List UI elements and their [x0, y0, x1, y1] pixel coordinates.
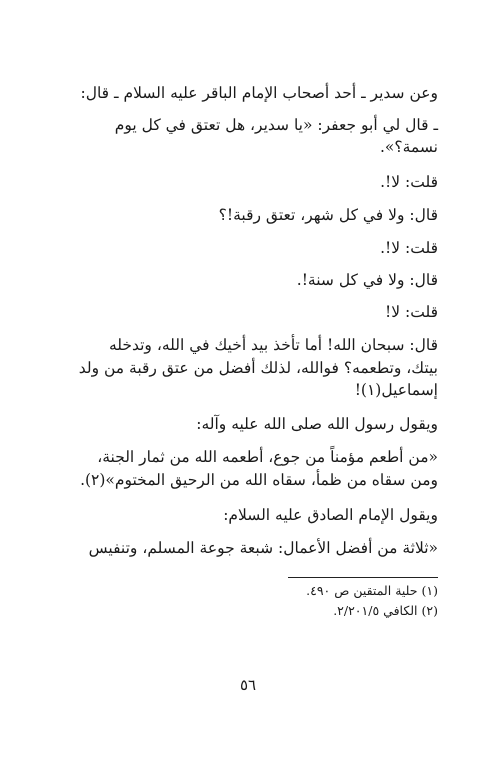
text-line-10: بيتك، وتطعمه؟ فوالله، لذلك أفضل من عتق رقبة من ولد	[78, 359, 438, 377]
text-line-13: «من أطعم مؤمناً من جوع، أطعمه الله من ثمار الجنة،	[97, 448, 438, 466]
footnote-1: (١) حلية المتقين ص ٤٩٠.	[306, 583, 438, 598]
text-line-9: قال: سبحان الله! أما تأخذ بيد أخيك في الله، وتدخله	[108, 336, 438, 354]
footnote-separator	[288, 577, 438, 578]
text-line-14: ومن سقاه من ظمأ، سقاه الله من الرحيق المختوم»(٢).	[80, 471, 438, 489]
footnote-2: (٢) الكافي ٢/٢٠١/٥.	[333, 603, 438, 618]
text-line-12: ويقول رسول الله صلى الله عليه وآله:	[196, 415, 438, 433]
page-number: ٥٦	[239, 676, 257, 694]
text-line-7: قال: ولا في كل سنة!.	[296, 271, 438, 289]
text-line-2: ـ قال لي أبو جعفر: «يا سدير، هل تعتق في كل يوم	[114, 116, 438, 134]
text-line-15: ويقول الإمام الصادق عليه السلام:	[223, 506, 438, 524]
text-line-16: «ثلاثة من أفضل الأعمال: شبعة جوعة المسلم، وتنفيس	[88, 539, 438, 557]
text-line-1: وعن سدير ـ أحد أصحاب الإمام الباقر عليه السلام ـ قال:	[80, 84, 438, 102]
text-line-3: نسمة؟».	[379, 138, 438, 156]
text-line-4: قلت: لا!.	[380, 173, 438, 191]
text-line-6: قلت: لا!.	[380, 239, 438, 257]
text-line-5: قال: ولا في كل شهر، تعتق رقبة!؟	[218, 206, 438, 224]
text-line-11: إسماعيل(١)!	[354, 381, 438, 399]
text-line-8: قلت: لا!	[385, 303, 438, 321]
